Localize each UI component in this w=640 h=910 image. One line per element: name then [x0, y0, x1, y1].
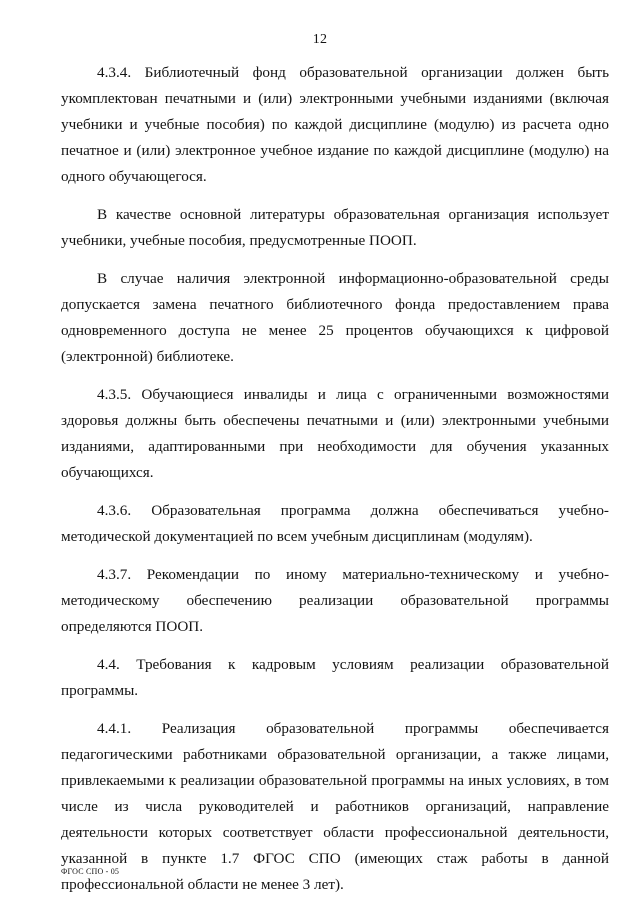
page-number: 12 — [312, 32, 328, 47]
document-body — [61, 60, 609, 910]
paragraph-electronic-environment: В случае наличия электронной информационно-образовательной среды допускается замена печатного библиотечного фонда предоставлением права одновременного доступа не менее 25 процентов обучающихся к цифровой (электронной) библиотеке. — [61, 270, 609, 365]
paragraph-4-4: 4.4. Требования к кадровым условиям реализации образовательной программы. — [61, 656, 609, 699]
paragraph-4-4-1: 4.4.1. Реализация образовательной программы обеспечивается педагогическими работниками образовательной организации, а также лицами, привлекаемыми к реализации образовательной программы на иных условиях, в том числе из числа руководителей и работников организаций, направление деятельности которых соответствует области профессиональной деятельности, указанной в пункте 1.7 ФГОС СПО (имеющих стаж работы в данной профессиональной области не менее 3 лет). — [61, 720, 609, 893]
paragraph-4-3-7: 4.3.7. Рекомендации по иному материально-техническому и учебно-методическому обеспечению реализации образовательной программы определяются ПООП. — [61, 566, 609, 635]
paragraph-main-literature: В качестве основной литературы образовательная организация использует учебники, учебные пособия, предусмотренные ПООП. — [61, 206, 609, 249]
footer-code: ФГОС СПО - 05 — [61, 867, 120, 876]
paragraph-4-3-5: 4.3.5. Обучающиеся инвалиды и лица с ограниченными возможностями здоровья должны быть обеспечены печатными и (или) электронными учебными изданиями, адаптированными при необходимости для обучения указанных обучающихся. — [61, 386, 609, 481]
paragraph-4-3-4: 4.3.4. Библиотечный фонд образовательной организации должен быть укомплектован печатными и (или) электронными учебными изданиями (включая учебники и учебные пособия) по каждой дисциплине (модулю) из расчета одно печатное и (или) электронное учебное издание по каждой дисциплине (модулю) на одного обучающегося. — [61, 64, 609, 185]
paragraph-4-3-6: 4.3.6. Образовательная программа должна обеспечиваться учебно-методической документацией по всем учебным дисциплинам (модулям). — [61, 502, 609, 545]
